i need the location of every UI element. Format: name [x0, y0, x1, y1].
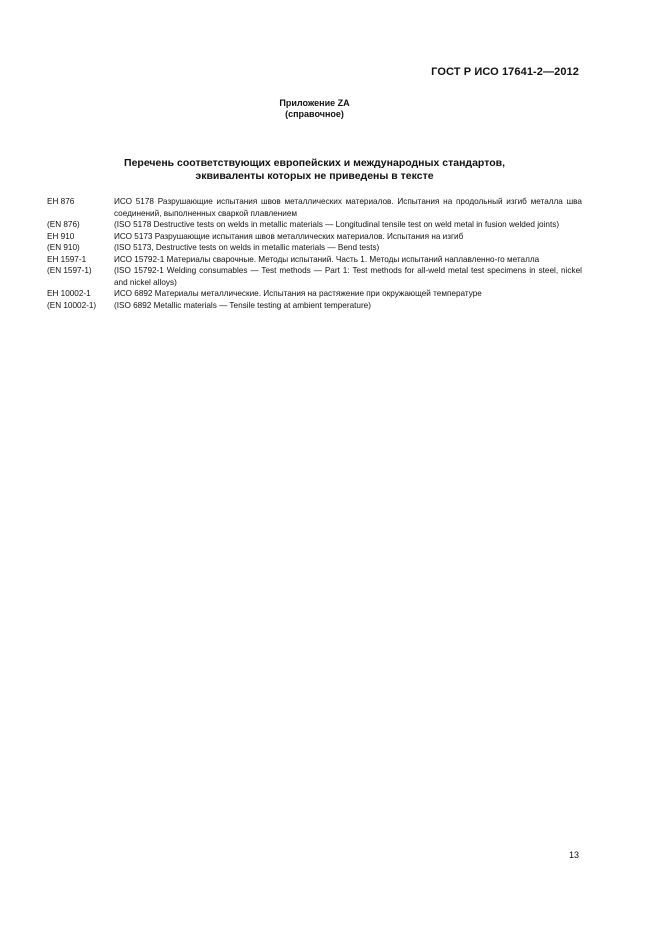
list-item	[47, 254, 582, 266]
standard-code: ЕН 910	[47, 231, 75, 241]
standard-code: ЕН 876	[47, 197, 75, 206]
standard-description: ИСО 6892 Материалы металлические. Испытания на растяжение при окружающей температуре	[114, 289, 482, 298]
standard-code: (EN 10002-1)	[47, 300, 97, 310]
list-item	[47, 288, 582, 300]
list-item	[47, 242, 582, 254]
list-item	[47, 231, 582, 243]
list-title-line-1: Перечень соответствующих европейских и международных стандартов,	[124, 157, 505, 169]
list-title	[0, 157, 629, 183]
standard-description: ИСО 5173 Разрушающие испытания швов металлических материалов. Испытания на изгиб	[114, 231, 464, 241]
annex-subtitle: (справочное)	[285, 109, 344, 119]
standard-description: (ISO 5173, Destructive tests on welds in metallic materials — Bend tests)	[114, 243, 380, 252]
annex-heading	[0, 98, 629, 120]
standard-code: ЕН 10002-1	[47, 289, 91, 298]
standard-code: (EN 910)	[47, 243, 80, 252]
standards-list	[47, 196, 582, 311]
list-item	[47, 300, 582, 312]
list-item	[47, 196, 582, 219]
standard-code: (EN 876)	[47, 220, 80, 229]
standard-description: (ISO 6892 Metallic materials — Tensile testing at ambient temperature)	[114, 300, 371, 310]
standard-description: ИСО 15792-1 Материалы сварочные. Методы испытаний. Часть 1. Методы испытаний наплавленно-го металла	[114, 254, 540, 264]
standard-description: (ISO 15792-1 Welding consumables — Test methods — Part 1: Test methods for all-weld metal test specimens in steel, nickel and nickel alloys)	[114, 266, 582, 287]
list-item	[47, 265, 582, 288]
list-item	[47, 219, 582, 231]
standard-description: ИСО 5178 Разрушающие испытания швов металлических материалов. Испытания на продольный изгиб металла шва соединений, выполненных сваркой плавлением	[114, 197, 582, 218]
annex-title: Приложение ZA	[279, 98, 350, 108]
list-title-line-2: эквиваленты которых не приведены в тексте	[195, 170, 434, 182]
standard-code: (EN 1597-1)	[47, 266, 92, 275]
document-code: ГОСТ Р ИСО 17641-2—2012	[431, 66, 579, 78]
standard-description: (ISO 5178 Destructive tests on welds in metallic materials — Longitudinal tensile test on weld metal in fusion welded joints)	[114, 220, 560, 229]
page-number: 13	[568, 850, 579, 860]
standard-code: ЕН 1597-1	[47, 254, 87, 264]
